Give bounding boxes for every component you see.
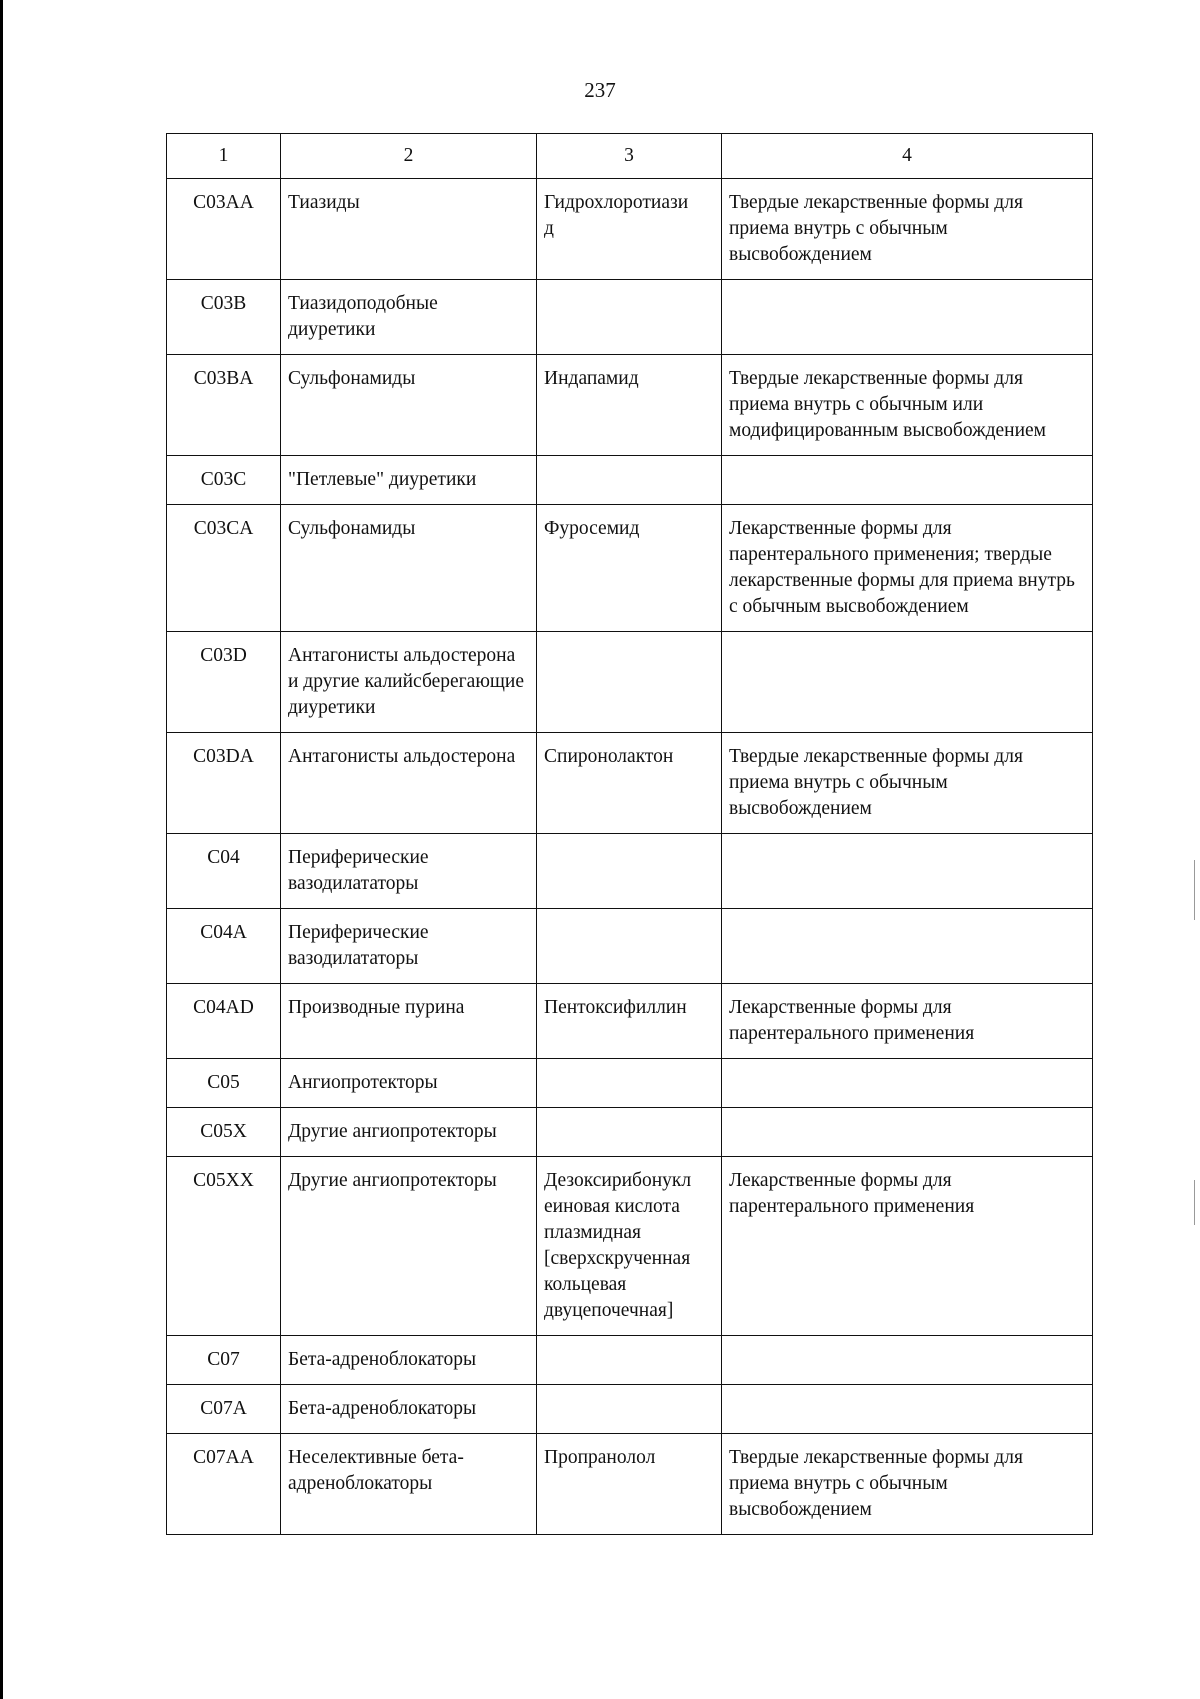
drug-name: Индапамид	[537, 355, 722, 456]
table-row	[167, 1157, 1093, 1336]
dosage-forms	[722, 834, 1093, 909]
drug-name	[537, 834, 722, 909]
scan-left-edge	[0, 0, 3, 1699]
drug-name: Дезоксирибонукл еиновая кислота плазмидная [сверхскрученная кольцевая двуцепочечная]	[537, 1157, 722, 1336]
drug-name	[537, 632, 722, 733]
group-name: Антагонисты альдостерона	[281, 733, 537, 834]
table-row	[167, 355, 1093, 456]
group-name: Бета-адреноблокаторы	[281, 1385, 537, 1434]
atc-code: C04A	[167, 909, 281, 984]
table-row	[167, 456, 1093, 505]
group-name: Периферические вазодилататоры	[281, 909, 537, 984]
drug-name	[537, 456, 722, 505]
atc-code: C04AD	[167, 984, 281, 1059]
drug-table	[166, 133, 1093, 1535]
atc-code: C04	[167, 834, 281, 909]
group-name: Ангиопротекторы	[281, 1059, 537, 1108]
drug-name: Гидрохлоротиази д	[537, 179, 722, 280]
group-name: Периферические вазодилататоры	[281, 834, 537, 909]
dosage-forms	[722, 1336, 1093, 1385]
dosage-forms	[722, 1108, 1093, 1157]
table-row	[167, 1434, 1093, 1535]
table-row	[167, 1385, 1093, 1434]
drug-name	[537, 1336, 722, 1385]
scan-mark	[1194, 1180, 1195, 1225]
group-name: Тиазидоподобные диуретики	[281, 280, 537, 355]
group-name: Бета-адреноблокаторы	[281, 1336, 537, 1385]
atc-code: C05XX	[167, 1157, 281, 1336]
atc-code: C03C	[167, 456, 281, 505]
drug-name: Пентоксифиллин	[537, 984, 722, 1059]
atc-code: C03D	[167, 632, 281, 733]
group-name: "Петлевые" диуретики	[281, 456, 537, 505]
table-row	[167, 984, 1093, 1059]
atc-code: C07A	[167, 1385, 281, 1434]
atc-code: C03BA	[167, 355, 281, 456]
atc-code: C03DA	[167, 733, 281, 834]
dosage-forms	[722, 1059, 1093, 1108]
dosage-forms: Твердые лекарственные формы для приема внутрь с обычным высвобождением	[722, 733, 1093, 834]
dosage-forms: Лекарственные формы для парентерального применения; твердые лекарственные формы для приема внутрь с обычным высвобождением	[722, 505, 1093, 632]
atc-code: C05	[167, 1059, 281, 1108]
table-row	[167, 733, 1093, 834]
dosage-forms	[722, 632, 1093, 733]
group-name: Сульфонамиды	[281, 505, 537, 632]
drug-name	[537, 1059, 722, 1108]
group-name: Производные пурина	[281, 984, 537, 1059]
drug-name	[537, 909, 722, 984]
dosage-forms	[722, 909, 1093, 984]
group-name: Неселективные бета-адреноблокаторы	[281, 1434, 537, 1535]
dosage-forms	[722, 1385, 1093, 1434]
drug-name: Фуросемид	[537, 505, 722, 632]
drug-name: Спиронолактон	[537, 733, 722, 834]
dosage-forms	[722, 456, 1093, 505]
dosage-forms: Твердые лекарственные формы для приема внутрь с обычным или модифицированным высвобождением	[722, 355, 1093, 456]
drug-name: Пропранолол	[537, 1434, 722, 1535]
table-row	[167, 1108, 1093, 1157]
group-name: Сульфонамиды	[281, 355, 537, 456]
group-name: Тиазиды	[281, 179, 537, 280]
table-row	[167, 632, 1093, 733]
column-header: 3	[537, 134, 722, 179]
drug-name	[537, 280, 722, 355]
dosage-forms: Твердые лекарственные формы для приема внутрь с обычным высвобождением	[722, 1434, 1093, 1535]
dosage-forms	[722, 280, 1093, 355]
group-name: Другие ангиопротекторы	[281, 1157, 537, 1336]
drug-name	[537, 1385, 722, 1434]
table-row	[167, 280, 1093, 355]
scan-mark	[1194, 860, 1195, 920]
table-row	[167, 179, 1093, 280]
atc-code: C05X	[167, 1108, 281, 1157]
table-row	[167, 834, 1093, 909]
dosage-forms: Лекарственные формы для парентерального применения	[722, 984, 1093, 1059]
table-row	[167, 1336, 1093, 1385]
drug-name	[537, 1108, 722, 1157]
dosage-forms: Лекарственные формы для парентерального применения	[722, 1157, 1093, 1336]
page-number: 237	[584, 78, 616, 102]
atc-code: C07AA	[167, 1434, 281, 1535]
group-name: Антагонисты альдостерона и другие калийсберегающие диуретики	[281, 632, 537, 733]
atc-code: C03CA	[167, 505, 281, 632]
atc-code: C03AA	[167, 179, 281, 280]
table-row	[167, 1059, 1093, 1108]
table-header-row	[167, 134, 1093, 179]
dosage-forms: Твердые лекарственные формы для приема внутрь с обычным высвобождением	[722, 179, 1093, 280]
column-header: 1	[167, 134, 281, 179]
table-row	[167, 505, 1093, 632]
column-header: 2	[281, 134, 537, 179]
atc-code: C07	[167, 1336, 281, 1385]
table-row	[167, 909, 1093, 984]
column-header: 4	[722, 134, 1093, 179]
atc-code: C03B	[167, 280, 281, 355]
group-name: Другие ангиопротекторы	[281, 1108, 537, 1157]
